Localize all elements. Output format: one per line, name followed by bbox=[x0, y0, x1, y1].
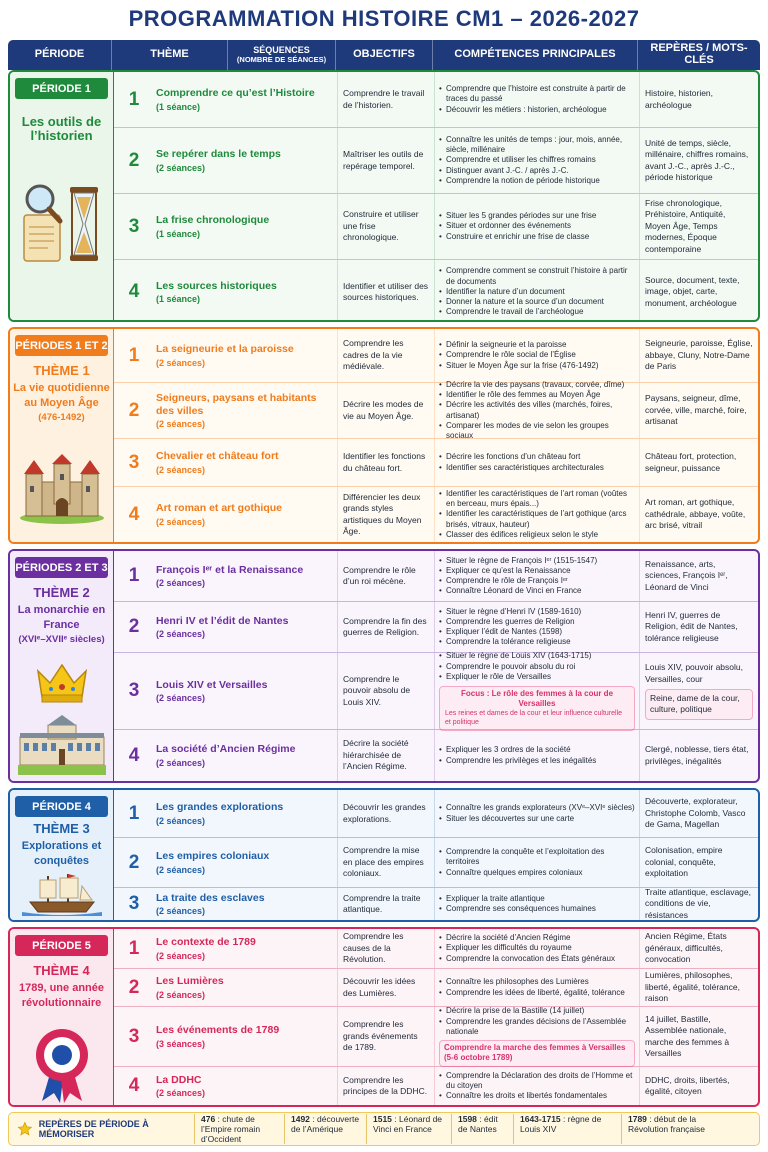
table-row bbox=[114, 329, 758, 382]
sequence-sessions: (2 séances) bbox=[156, 1088, 206, 1099]
table-row bbox=[114, 887, 758, 920]
objective-cell: Maîtriser les outils de repérage temporel. bbox=[338, 128, 435, 193]
section-sidebar bbox=[10, 929, 114, 1105]
table-row bbox=[114, 551, 758, 601]
reperes-cell: Colonisation, empire colonial, conquête, exploitation bbox=[645, 845, 723, 879]
section-sidebar bbox=[10, 790, 114, 920]
competences-cell bbox=[435, 551, 640, 601]
sequence-title: Chevalier et château fort bbox=[156, 450, 279, 463]
competence-item: • Décrire la société d’Ancien Régime bbox=[439, 933, 635, 943]
sequence-number: 1 bbox=[128, 802, 140, 824]
objective-cell: Décrire la société hiérarchisée de l’Ancien Régime. bbox=[338, 730, 435, 781]
competences-list bbox=[439, 745, 635, 765]
competence-item: • Identifier le rôle des femmes au Moyen Âge bbox=[439, 390, 635, 400]
footer-item-date: 1643-1715 bbox=[520, 1113, 561, 1124]
sequence-cell bbox=[154, 653, 338, 729]
sequence-cell bbox=[154, 602, 338, 652]
competence-item: • Situer et ordonner des événements bbox=[439, 221, 635, 231]
competences-list bbox=[439, 977, 635, 997]
star-icon bbox=[17, 1120, 33, 1138]
competence-item: • Situer le Moyen Âge sur la frise (476-1492) bbox=[439, 361, 635, 371]
reperes-cell: Clergé, noblesse, tiers état, privilèges, inégalités bbox=[645, 744, 749, 766]
page-title: PROGRAMMATION HISTOIRE CM1 – 2026-2027 bbox=[128, 6, 640, 31]
sequence-sessions: (2 séances) bbox=[156, 906, 206, 917]
focus-box bbox=[439, 686, 635, 730]
header-sequences-sub: (NOMBRE DE SÉANCES) bbox=[236, 54, 327, 64]
magnifier-scroll-hourglass-icon bbox=[18, 177, 106, 269]
objective-cell: Comprendre les principes de la DDHC. bbox=[338, 1067, 435, 1105]
cockade-icon bbox=[30, 1027, 94, 1103]
reperes-cell: Château fort, protection, seigneur, puissance bbox=[645, 451, 737, 473]
sequence-title: La société d’Ancien Régime bbox=[156, 743, 296, 756]
competence-item: • Classer des édifices religieux selon le style bbox=[439, 530, 635, 540]
sequence-cell bbox=[154, 128, 338, 193]
sequence-sessions: (3 séances) bbox=[156, 1038, 206, 1049]
reperes-cell: Découverte, explorateur, Christophe Colomb, Vasco de Gama, Magellan bbox=[645, 796, 746, 830]
competences-list bbox=[439, 894, 635, 914]
theme-subtitle: La vie quotidienne au Moyen Âge bbox=[13, 382, 110, 409]
sequence-title: La seigneurie et la paroisse bbox=[156, 343, 294, 356]
sequence-cell bbox=[154, 790, 338, 837]
objective-cell: Comprendre le pouvoir absolu de Louis XIV. bbox=[338, 653, 435, 729]
period-tag: PÉRIODES 2 ET 3 bbox=[15, 557, 108, 578]
footer-item bbox=[366, 1114, 451, 1145]
competences-list bbox=[439, 380, 635, 441]
theme-label: THÈME 3 bbox=[33, 821, 90, 836]
competences-list bbox=[439, 803, 635, 823]
sequence-cell bbox=[154, 551, 338, 601]
competences-cell bbox=[435, 260, 640, 322]
sequence-cell bbox=[154, 730, 338, 781]
focus-text: Les reines et dames de la cour et leur influence culturelle et politique bbox=[445, 709, 623, 726]
competence-item: • Expliquer les difficultés du royaume bbox=[439, 943, 635, 953]
competence-item: • Identifier les caractéristiques de l’art gothique (arcs brisés, vitraux, hauteur) bbox=[439, 509, 635, 529]
sequence-number: 1 bbox=[128, 88, 140, 110]
sequence-cell bbox=[154, 1067, 338, 1105]
competence-item: • Comprendre la tolérance religieuse bbox=[439, 637, 635, 647]
objective-cell: Identifier les fonctions du château fort. bbox=[338, 439, 435, 486]
sequence-cell bbox=[154, 72, 338, 127]
competence-item: • Comprendre les privilèges et les inégalités bbox=[439, 756, 635, 766]
reperes-cell: Frise chronologique, Préhistoire, Antiquité, Moyen Âge, Temps modernes, Époque contemporaine bbox=[645, 197, 726, 254]
competence-item: • Comprendre le pouvoir absolu du roi bbox=[439, 662, 635, 672]
footer-item-text: : découverte de l’Amérique bbox=[291, 1113, 360, 1134]
sequence-title: Art roman et art gothique bbox=[156, 502, 283, 515]
sequence-sessions: (2 séances) bbox=[156, 693, 206, 704]
sequence-cell bbox=[154, 329, 338, 382]
table-row bbox=[114, 486, 758, 542]
section-theme-4 bbox=[8, 927, 760, 1107]
competence-item: • Situer le règne de François Iᵉʳ (1515-1547) bbox=[439, 556, 635, 566]
competences-list bbox=[439, 651, 635, 682]
table-header bbox=[8, 40, 760, 70]
theme-dates: (476-1492) bbox=[38, 411, 85, 423]
sequence-title: Louis XIV et Versailles bbox=[156, 678, 268, 691]
competences-cell bbox=[435, 790, 640, 837]
reperes-text: Louis XIV, pouvoir absolu, Versailles, cour bbox=[645, 662, 743, 684]
competence-item: • Connaître les philosophes des Lumières bbox=[439, 977, 635, 987]
footer-item bbox=[621, 1114, 744, 1145]
sequence-cell bbox=[154, 260, 338, 322]
sequence-cell bbox=[154, 194, 338, 259]
theme-subtitle: 1789, une année révolutionnaire bbox=[19, 982, 104, 1009]
competences-cell bbox=[435, 838, 640, 887]
sequence-sessions: (1 séance) bbox=[156, 101, 201, 112]
footer-item-text: : Léonard de Vinci en France bbox=[373, 1113, 443, 1134]
sequence-title: Les sources historiques bbox=[156, 279, 277, 292]
competences-cell bbox=[435, 439, 640, 486]
sailing-ship-icon bbox=[18, 872, 106, 918]
competence-item: • Identifier les caractéristiques de l’art roman (voûtes en berceau, murs épais...) bbox=[439, 489, 635, 509]
reperes-cell: 14 juillet, Bastille, Assemblée nationale, marche des femmes à Versailles bbox=[645, 1013, 730, 1058]
sequence-sessions: (2 séances) bbox=[156, 989, 206, 1000]
theme-dates: (XVIᵉ–XVIIᵉ siècles) bbox=[18, 633, 105, 645]
competence-item: • Comprendre et utiliser les chiffres romains bbox=[439, 155, 635, 165]
competences-cell bbox=[435, 602, 640, 652]
competence-item: • Comprendre la notion de période historique bbox=[439, 176, 635, 186]
objective-cell: Construire et utiliser une frise chronologique. bbox=[338, 194, 435, 259]
objective-cell: Comprendre le rôle d’un roi mécène. bbox=[338, 551, 435, 601]
section-sidebar bbox=[10, 72, 114, 320]
sequence-sessions: (2 séances) bbox=[156, 950, 206, 961]
footer-item-date: 1515 bbox=[373, 1113, 392, 1124]
reperes-cell: DDHC, droits, libertés, égalité, citoyen bbox=[645, 1074, 730, 1096]
sequence-title: Les Lumières bbox=[156, 975, 224, 988]
sequence-title: François Iᵉʳ et la Renaissance bbox=[156, 563, 304, 576]
sequence-title: Les empires coloniaux bbox=[156, 850, 270, 863]
competence-item: • Situer les découvertes sur une carte bbox=[439, 814, 635, 824]
competence-item: • Comprendre comment se construit l’histoire à partir de documents bbox=[439, 266, 635, 286]
objective-cell: Identifier et utiliser des sources historiques. bbox=[338, 260, 435, 322]
competence-item: • Comprendre la conquête et l’exploitation des territoires bbox=[439, 847, 635, 867]
table-row bbox=[114, 193, 758, 259]
competence-item: • Décrire la prise de la Bastille (14 juillet) bbox=[439, 1006, 635, 1016]
footer-item bbox=[284, 1114, 366, 1145]
sequence-sessions: (2 séances) bbox=[156, 516, 206, 527]
competences-list bbox=[439, 489, 635, 540]
footer-item bbox=[194, 1114, 284, 1145]
sequence-number: 3 bbox=[128, 451, 140, 473]
reperes-focus-box: Reine, dame de la cour, culture, politique bbox=[645, 689, 753, 720]
footer-item-text: : début de la Révolution française bbox=[628, 1113, 706, 1134]
competence-item: • Comprendre la Déclaration des droits de l’Homme et du citoyen bbox=[439, 1071, 635, 1091]
header-objectifs: OBJECTIFS bbox=[336, 40, 433, 70]
competences-cell bbox=[435, 329, 640, 382]
competence-highlight: Comprendre la marche des femmes à Versailles (5-6 octobre 1789) bbox=[439, 1040, 635, 1066]
competences-cell bbox=[435, 379, 640, 440]
competences-list bbox=[439, 1006, 635, 1037]
header-sequences-label: SÉQUENCES bbox=[253, 45, 310, 56]
competence-item: • Comprendre les guerres de Religion bbox=[439, 617, 635, 627]
footer-item bbox=[513, 1114, 621, 1145]
period-tag: PÉRIODE 5 bbox=[15, 935, 108, 956]
sequence-title: Se repérer dans le temps bbox=[156, 148, 281, 161]
section-theme-2 bbox=[8, 549, 760, 783]
table-row bbox=[114, 1066, 758, 1105]
period-tag: PÉRIODE 4 bbox=[15, 796, 108, 817]
competence-item: • Décrire la vie des paysans (travaux, corvée, dîme) bbox=[439, 380, 635, 390]
header-theme: THÈME bbox=[112, 40, 228, 70]
sequence-number: 1 bbox=[128, 565, 140, 586]
table-row bbox=[114, 837, 758, 887]
sequence-number: 2 bbox=[128, 976, 140, 998]
competence-item: • Situer les 5 grandes périodes sur une frise bbox=[439, 211, 635, 221]
reperes-cell: Traite atlantique, esclavage, conditions de vie, résistances bbox=[645, 886, 751, 920]
sequence-number: 2 bbox=[128, 851, 140, 873]
competence-item: • Distinguer avant J.-C. / après J.-C. bbox=[439, 166, 635, 176]
competences-list bbox=[439, 266, 635, 317]
theme-subtitle: Explorations et conquêtes bbox=[21, 840, 102, 867]
objective-cell: Comprendre la traite atlantique. bbox=[338, 888, 435, 920]
competence-item: • Comprendre le rôle de François Iᵉʳ bbox=[439, 576, 635, 586]
header-sequences bbox=[228, 40, 336, 70]
competence-item: • Connaître les grands explorateurs (XVᵉ–XVIᵉ siècles) bbox=[439, 803, 635, 813]
sequence-number: 3 bbox=[128, 680, 140, 701]
sequence-sessions: (2 séances) bbox=[156, 162, 206, 173]
sequence-cell bbox=[154, 439, 338, 486]
competence-item: • Expliquer le rôle de Versailles bbox=[439, 672, 635, 682]
competence-item: • Découvrir les métiers : historien, archéologue bbox=[439, 105, 635, 115]
competence-item: • Comparer les modes de vie selon les groupes sociaux bbox=[439, 421, 635, 441]
competences-cell bbox=[435, 730, 640, 781]
competence-item: • Décrire les activités des villes (marchés, foires, artisanat) bbox=[439, 400, 635, 420]
objective-cell: Comprendre la fin des guerres de Religion. bbox=[338, 602, 435, 652]
competence-item: • Expliquer l’édit de Nantes (1598) bbox=[439, 627, 635, 637]
competence-item: • Situer le règne d’Henri IV (1589-1610) bbox=[439, 607, 635, 617]
competences-list bbox=[439, 452, 635, 472]
competence-item: • Définir la seigneurie et la paroisse bbox=[439, 340, 635, 350]
footer-reperes bbox=[8, 1112, 760, 1146]
reperes-cell bbox=[640, 653, 758, 729]
sequence-number: 2 bbox=[128, 399, 140, 421]
sequence-number: 4 bbox=[128, 281, 140, 302]
objective-cell: Découvrir les grandes explorations. bbox=[338, 790, 435, 837]
objective-cell: Découvrir les idées des Lumières. bbox=[338, 969, 435, 1006]
sequence-number: 1 bbox=[128, 344, 140, 366]
reperes-cell: Lumières, philosophes, liberté, égalité, tolérance, raison bbox=[645, 970, 740, 1004]
reperes-cell: Histoire, historien, archéologue bbox=[645, 88, 714, 110]
sequence-title: Henri IV et l’édit de Nantes bbox=[156, 614, 289, 627]
sequence-sessions: (2 séances) bbox=[156, 578, 206, 589]
theme-label: THÈME 2 bbox=[33, 585, 90, 600]
objective-cell: Comprendre la mise en place des empires coloniaux. bbox=[338, 838, 435, 887]
table-row bbox=[114, 790, 758, 837]
competences-cell bbox=[435, 1007, 640, 1066]
competence-item: • Comprendre ses conséquences humaines bbox=[439, 904, 635, 914]
competence-item: • Connaître Léonard de Vinci en France bbox=[439, 586, 635, 596]
table-row bbox=[114, 259, 758, 322]
competences-list bbox=[439, 340, 635, 371]
sequence-number: 2 bbox=[128, 149, 140, 171]
sequence-number: 2 bbox=[128, 616, 140, 637]
period-tag: PÉRIODE 1 bbox=[15, 78, 108, 99]
sequence-number: 4 bbox=[128, 1075, 140, 1096]
sequence-sessions: (2 séances) bbox=[156, 419, 206, 430]
footer-item-text: : édit de Nantes bbox=[458, 1113, 498, 1134]
sequence-title: La traite des esclaves bbox=[156, 891, 265, 904]
sequence-sessions: (1 séance) bbox=[156, 294, 201, 305]
competence-item: • Donner la nature et la source d’un document bbox=[439, 297, 635, 307]
sequence-sessions: (1 séance) bbox=[156, 228, 201, 239]
reperes-cell: Renaissance, arts, sciences, François Iᵉʳ, Léonard de Vinci bbox=[645, 558, 728, 592]
sequence-number: 4 bbox=[128, 503, 140, 525]
table-row bbox=[114, 127, 758, 193]
competence-item: • Expliquer les 3 ordres de la société bbox=[439, 745, 635, 755]
footer-label bbox=[9, 1119, 194, 1139]
table-row bbox=[114, 379, 758, 440]
competences-cell bbox=[435, 128, 640, 193]
sequence-title: Les événements de 1789 bbox=[156, 1024, 280, 1037]
table-row bbox=[114, 652, 758, 729]
competences-list bbox=[439, 607, 635, 648]
footer-item-date: 1789 bbox=[628, 1113, 647, 1124]
sequence-sessions: (2 séances) bbox=[156, 357, 206, 368]
objective-cell: Comprendre les grands événements de 1789. bbox=[338, 1007, 435, 1066]
competence-item: • Construire et enrichir une frise de classe bbox=[439, 232, 635, 242]
sequence-sessions: (2 séances) bbox=[156, 864, 206, 875]
sequence-cell bbox=[154, 969, 338, 1006]
competence-item: • Comprendre le rôle social de l’Église bbox=[439, 350, 635, 360]
competence-item: • Situer le règne de Louis XIV (1643-1715) bbox=[439, 651, 635, 661]
sequence-title: Les grandes explorations bbox=[156, 801, 284, 814]
sequence-sessions: (2 séances) bbox=[156, 464, 206, 475]
section-sidebar bbox=[10, 329, 114, 542]
competences-list bbox=[439, 1071, 635, 1102]
section-theme-3 bbox=[8, 788, 760, 922]
competence-item: • Comprendre les grandes décisions de l’Assemblée nationale bbox=[439, 1017, 635, 1037]
footer-item-text: : chute de l’Empire romain d’Occident bbox=[201, 1113, 261, 1145]
table-row bbox=[114, 1006, 758, 1066]
footer-item-date: 476 bbox=[201, 1113, 216, 1124]
table-row bbox=[114, 438, 758, 486]
competence-item: • Identifier la nature d’un document bbox=[439, 287, 635, 297]
competence-item: • Comprendre les idées de liberté, égalité, tolérance bbox=[439, 988, 635, 998]
table-row bbox=[114, 929, 758, 968]
sequence-number: 3 bbox=[128, 215, 140, 237]
competence-item: • Comprendre que l’histoire est construite à partir de traces du passé bbox=[439, 84, 635, 104]
footer-items bbox=[194, 1114, 759, 1145]
objective-cell: Comprendre les causes de la Révolution. bbox=[338, 929, 435, 968]
competence-item: • Comprendre la convocation des États généraux bbox=[439, 954, 635, 964]
competences-cell bbox=[435, 969, 640, 1006]
theme-subtitle: La monarchie en France bbox=[17, 604, 106, 631]
objective-cell: Différencier les deux grands styles artistiques du Moyen Âge. bbox=[338, 487, 435, 542]
sequence-title: La DDHC bbox=[156, 1073, 202, 1086]
sequence-number: 3 bbox=[128, 1025, 140, 1047]
crown-palace-icon bbox=[18, 659, 106, 777]
competence-item: • Comprendre le travail de l’archéologue bbox=[439, 307, 635, 317]
sequence-number: 3 bbox=[128, 893, 140, 914]
sequence-title: Seigneurs, paysans et habitants des villes bbox=[156, 391, 317, 417]
footer-label-text: REPÈRES DE PÉRIODE À MÉMORISER bbox=[38, 1119, 149, 1139]
reperes-cell: Art roman, art gothique, cathédrale, abbaye, voûte, arc brisé, vitrail bbox=[645, 497, 746, 531]
header-periode: PÉRIODE bbox=[8, 40, 112, 70]
objective-cell: Comprendre les cadres de la vie médiévale. bbox=[338, 329, 435, 382]
competence-item: • Identifier ses caractéristiques architecturales bbox=[439, 463, 635, 473]
competences-cell bbox=[435, 194, 640, 259]
sequence-cell bbox=[154, 383, 338, 438]
period-tag: PÉRIODES 1 ET 2 bbox=[15, 335, 108, 356]
competences-cell bbox=[435, 1067, 640, 1105]
competences-list bbox=[439, 933, 635, 964]
sequence-number: 1 bbox=[128, 937, 140, 959]
competences-list bbox=[439, 556, 635, 597]
table-row bbox=[114, 72, 758, 127]
sequence-cell bbox=[154, 888, 338, 920]
sequence-cell bbox=[154, 838, 338, 887]
footer-item-text: : règne de Louis XIV bbox=[520, 1113, 602, 1134]
sequence-number: 4 bbox=[128, 744, 140, 766]
sequence-sessions: (2 séances) bbox=[156, 629, 206, 640]
sequence-sessions: (2 séances) bbox=[156, 757, 206, 768]
competences-cell bbox=[435, 929, 640, 968]
competences-cell bbox=[435, 653, 640, 729]
competence-item: • Connaître quelques empires coloniaux bbox=[439, 868, 635, 878]
reperes-cell: Paysans, seigneur, dîme, corvée, ville, marché, foire, artisanat bbox=[645, 393, 747, 427]
sequence-title: Le contexte de 1789 bbox=[156, 936, 256, 949]
section-periode-1 bbox=[8, 70, 760, 322]
theme-subtitle: Les outils de l’historien bbox=[21, 114, 102, 144]
focus-title: Focus : Le rôle des femmes à la cour de Versailles bbox=[460, 689, 614, 709]
sequence-cell bbox=[154, 487, 338, 542]
reperes-cell: Unité de temps, siècle, millénaire, chiffres romains, avant J.-C., après J.-C., période historique bbox=[645, 137, 749, 182]
header-reperes: REPÈRES / MOTS-CLÉS bbox=[650, 42, 748, 66]
castle-icon bbox=[18, 454, 106, 524]
sequence-title: La frise chronologique bbox=[156, 214, 270, 227]
competences-list bbox=[439, 847, 635, 878]
competences-cell bbox=[435, 487, 640, 542]
reperes-cell: Seigneurie, paroisse, Église, abbaye, Cluny, Notre-Dame de Paris bbox=[645, 338, 753, 372]
reperes-cell: Source, document, texte, image, objet, carte, monument, archéologue bbox=[645, 274, 740, 308]
footer-item-date: 1492 bbox=[291, 1113, 310, 1124]
competences-cell bbox=[435, 72, 640, 127]
header-competences: COMPÉTENCES PRINCIPALES bbox=[433, 40, 638, 70]
competence-item: • Expliquer ce qu’est la Renaissance bbox=[439, 566, 635, 576]
theme-label: THÈME 1 bbox=[33, 363, 90, 378]
competences-cell bbox=[435, 888, 640, 920]
sequence-sessions: (2 séances) bbox=[156, 815, 206, 826]
reperes-cell: Henri IV, guerres de Religion, édit de Nantes, tolérance religieuse bbox=[645, 609, 738, 643]
reperes-cell: Ancien Régime, États généraux, difficultés, convocation bbox=[645, 931, 727, 965]
objective-cell: Comprendre le travail de l’historien. bbox=[338, 72, 435, 127]
sequence-title: Comprendre ce qu’est l’Histoire bbox=[156, 87, 315, 100]
footer-item bbox=[451, 1114, 513, 1145]
section-theme-1 bbox=[8, 327, 760, 544]
sequence-cell bbox=[154, 1007, 338, 1066]
competence-item: • Connaître les unités de temps : jour, mois, année, siècle, millénaire bbox=[439, 135, 635, 155]
competences-list bbox=[439, 84, 635, 115]
table-row bbox=[114, 968, 758, 1006]
table-row bbox=[114, 601, 758, 652]
competence-item: • Connaître les droits et libertés fondamentales bbox=[439, 1091, 635, 1101]
section-sidebar bbox=[10, 551, 114, 781]
footer-item-date: 1598 bbox=[458, 1113, 477, 1124]
competence-item: • Expliquer la traite atlantique bbox=[439, 894, 635, 904]
competence-item: • Décrire les fonctions d’un château fort bbox=[439, 452, 635, 462]
table-row bbox=[114, 729, 758, 781]
sequence-cell bbox=[154, 929, 338, 968]
objective-cell: Décrire les modes de vie au Moyen Âge. bbox=[338, 383, 435, 438]
competences-list bbox=[439, 211, 635, 242]
theme-label: THÈME 4 bbox=[33, 963, 90, 978]
competences-list bbox=[439, 135, 635, 186]
